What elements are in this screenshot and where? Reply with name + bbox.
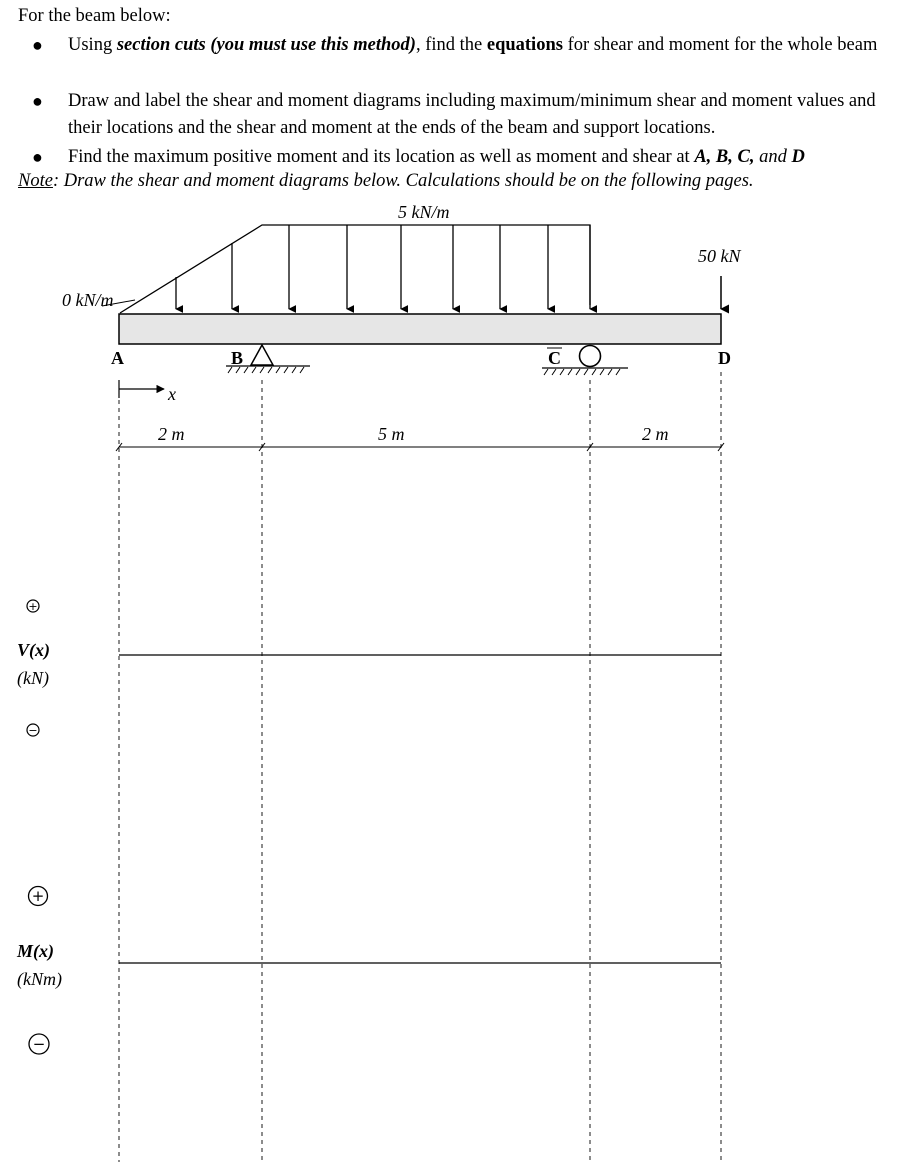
load-outline <box>120 225 590 313</box>
bullet-dot: ● <box>32 35 43 55</box>
x-axis-label: x <box>168 384 176 404</box>
dimension-line <box>116 443 724 451</box>
bullet-1-emphasis: section cuts (you must use this method) <box>116 35 416 55</box>
point-c-label: C <box>548 348 561 368</box>
bullet-1-text-c: for shear and moment for the whole beam <box>562 35 878 55</box>
minus-sign: − <box>28 724 38 737</box>
span-bc-label: 5 m <box>378 424 405 444</box>
plus-sign: + <box>28 600 38 613</box>
bullet-3-point-d: D <box>791 147 805 167</box>
point-a-label: A <box>111 348 124 368</box>
bullet-3-text-a: Find the maximum positive moment and its location as well as moment and shear at <box>68 147 695 167</box>
guide-lines <box>119 372 721 1162</box>
point-d-label: D <box>718 348 731 368</box>
bullet-1-bold: equations <box>486 35 563 55</box>
bullet-3-and: and <box>754 147 792 167</box>
point-b-label: B <box>231 348 244 368</box>
zero-load-label: 0 kN/m <box>62 290 114 310</box>
shear-label: V(x) <box>17 640 50 660</box>
plus-sign: + <box>31 887 45 905</box>
udl-label: 5 kN/m <box>398 202 450 222</box>
bullet-1-text-a: Using <box>68 35 117 55</box>
distributed-load <box>120 225 590 313</box>
ground-hatch <box>544 369 620 375</box>
bullet-1-text-b: , find the <box>415 35 487 55</box>
bullet-dot: ● <box>32 91 43 111</box>
moment-unit: (kNm) <box>17 969 62 989</box>
moment-plus-symbol <box>29 887 48 906</box>
moment-minus-symbol <box>29 1034 49 1054</box>
point-load-label: 50 kN <box>698 246 741 266</box>
bullet-dot: ● <box>32 147 43 167</box>
shear-minus-symbol <box>27 724 39 737</box>
shear-unit: (kN) <box>17 668 49 688</box>
span-cd-label: 2 m <box>642 424 669 444</box>
pin-triangle <box>251 345 273 365</box>
minus-sign: − <box>32 1035 46 1053</box>
bullet-3-points: A, B, C, <box>694 147 755 167</box>
intro-text: For the beam below: <box>18 6 171 26</box>
moment-label: M(x) <box>17 941 54 961</box>
bullet-2-text: Draw and label the shear and moment diagrams including maximum/minimum shear and moment values and their locations and the shear and moment at the ends of the beam and support locations. <box>68 91 876 138</box>
note-body: : Draw the shear and moment diagrams below. Calculations should be on the following pages. <box>52 171 754 191</box>
note-label: Note <box>18 171 53 191</box>
shear-plus-symbol <box>27 600 39 613</box>
roller-circle <box>580 346 601 367</box>
beam <box>119 314 721 344</box>
span-ab-label: 2 m <box>158 424 185 444</box>
